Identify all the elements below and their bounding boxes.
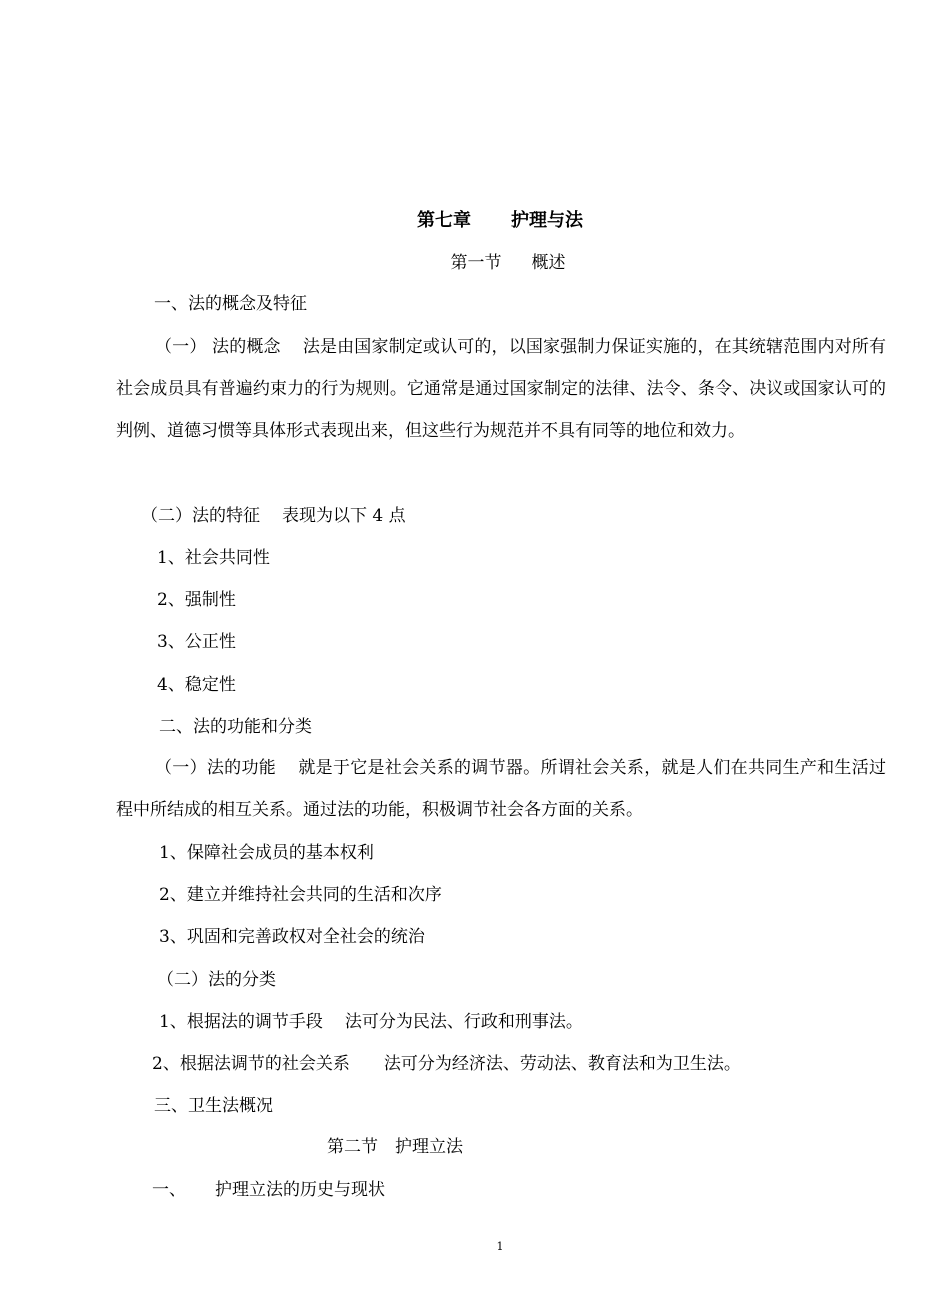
list-item: 1、保障社会成员的基本权利: [159, 843, 374, 863]
paragraph-law-concept: [116, 326, 886, 452]
list-item-label: 1、根据法的调节手段: [159, 1012, 323, 1032]
heading-law-features: [141, 504, 406, 528]
list-item: 2、强制性: [157, 590, 236, 610]
section-title: [327, 1135, 463, 1159]
list-item: 4、稳定性: [157, 675, 236, 695]
section-title-text: 概述: [531, 253, 566, 273]
section-title: [0, 251, 952, 275]
heading-law-concept: 一、法的概念及特征: [154, 294, 307, 314]
section-number: 第二节: [327, 1137, 378, 1157]
chapter-title: [0, 208, 952, 234]
paragraph-text: 法是由国家制定或认可的，以国家强制力保证实施的，在其统辖范围内对所有社会成员具有普遍约束力的行为规则。它通常是通过国家制定的法律、法令、条令、决议或国家认可的判例、道德习惯等具体形式表现出来，但这些行为规范并不具有同等的地位和效力。: [116, 337, 887, 441]
list-item: 1、社会共同性: [157, 548, 270, 568]
heading-law-classification: （二）法的分类: [157, 970, 276, 990]
list-item: [152, 1052, 741, 1076]
list-item-label: 2、根据法调节的社会关系: [152, 1054, 350, 1074]
page-number: 1: [496, 1240, 504, 1253]
heading-health-law: 三、卫生法概况: [154, 1096, 273, 1116]
paragraph-text: 就是于它是社会关系的调节器。所谓社会关系，就是人们在共同生产和生活过程中所结成的相互关系。通过法的功能，积极调节社会各方面的关系。: [116, 758, 887, 820]
list-item: 3、公正性: [157, 632, 236, 652]
paragraph-text: 表现为以下 4 点: [282, 506, 406, 526]
heading-number: 一、: [152, 1180, 186, 1200]
heading-text: 护理立法的历史与现状: [215, 1180, 385, 1200]
paragraph-label: （一）法的功能: [155, 758, 277, 778]
section-number: 第一节: [450, 253, 502, 273]
chapter-number: 第七章: [417, 210, 471, 231]
heading-law-function: 二、法的功能和分类: [159, 717, 312, 737]
list-item-text: 法可分为民法、行政和刑事法。: [344, 1012, 583, 1032]
paragraph-label: （一） 法的概念: [155, 337, 281, 357]
paragraph-label: （二）法的特征: [141, 506, 260, 526]
list-item: [159, 1010, 583, 1034]
chapter-title-text: 护理与法: [511, 210, 583, 231]
heading-nursing-legislation-history: [152, 1178, 385, 1202]
section-title-text: 护理立法: [395, 1137, 463, 1157]
list-item-text: 法可分为经济法、劳动法、教育法和为卫生法。: [383, 1054, 741, 1074]
paragraph-law-function: [116, 747, 886, 831]
list-item: 2、建立并维持社会共同的生活和次序: [159, 885, 442, 905]
list-item: 3、巩固和完善政权对全社会的统治: [159, 927, 425, 947]
